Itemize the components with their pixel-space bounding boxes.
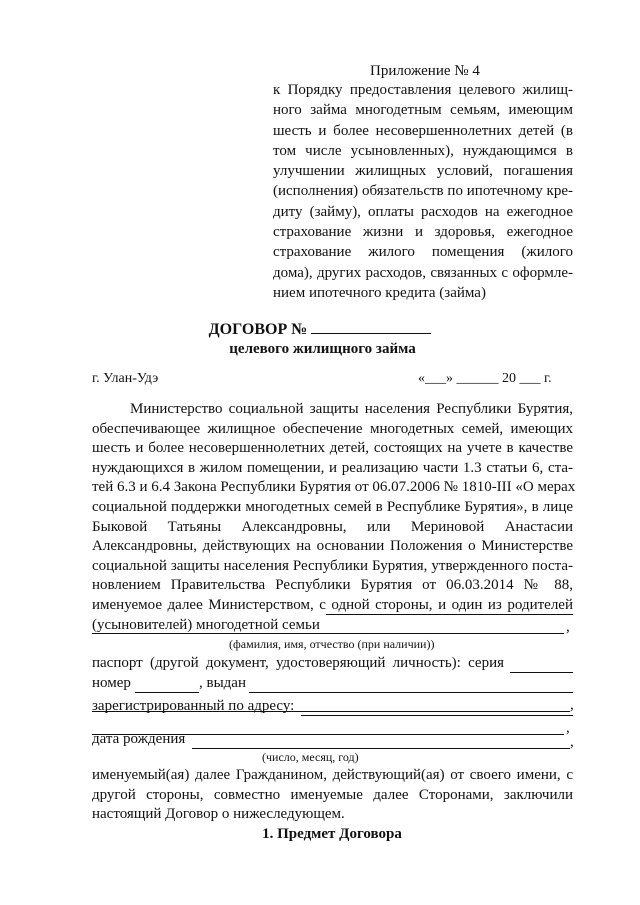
annex-text [273, 80, 573, 303]
contract-title-text: ДОГОВОР № [208, 321, 308, 338]
preamble-line: Министерство социальной защиты населения Республики Бурятия, [130, 401, 573, 417]
number-label: номер [92, 675, 131, 691]
annex-line: улучшении жилищных условий, погашения [273, 163, 573, 180]
annex-line: страхование жизни и здоровья, ежегодное [273, 224, 573, 241]
fio-field[interactable] [92, 633, 564, 634]
preamble-line: Александровны, действующих на основании Положения о Министерстве [92, 538, 573, 555]
birth-comma: , [570, 734, 574, 750]
annex-line: дома), других расходов, связанных с оформле- [273, 264, 573, 281]
preamble-line: социальной поддержки многодетных семей в Республике Бурятия», в лице [92, 498, 573, 515]
preamble-line: социальной защиты населения Республики Бурятия, утвержденного поста- [92, 557, 573, 574]
contract-city: г. Улан-Удэ [92, 371, 159, 386]
passport-label: паспорт (другой документ, удостоверяющий личность): серия [92, 655, 504, 671]
address-field[interactable] [301, 715, 573, 716]
annex-line: к Порядку предоставления целевого жилищ- [273, 82, 573, 98]
passport-series-field[interactable] [510, 672, 573, 673]
annex-line: (исполнения) обязательств по ипотечному кре- [273, 183, 573, 200]
contract-date: «___» ______ 20 ___ г. [418, 371, 552, 386]
annex-title: Приложение № 4 [370, 63, 480, 79]
closing-line: настоящий Договор о нижеследующем. [92, 806, 345, 823]
preamble-line: тей 6.3 и 6.4 Закона Республики Бурятия от 06.07.2006 № 1810-III «О мерах [92, 479, 576, 496]
issued-label: , выдан [199, 675, 246, 691]
annex-line: шесть и более несовершеннолетних детей (в [273, 122, 573, 139]
annex-line: нием ипотечного кредита (займа) [273, 284, 486, 301]
family-name-field[interactable] [326, 614, 573, 615]
issued-by-field[interactable] [249, 692, 573, 693]
preamble-line: обеспечивающее жилищное обеспечение многодетных семей, имеющих [92, 420, 573, 437]
birth-hint: (число, месяц, год) [262, 750, 359, 764]
closing-line: именуемый(ая) далее Гражданином, действующий(ая) от своего имени, с [92, 767, 573, 783]
annex-line: диту (займу), оплаты расходов на ежегодное [273, 203, 573, 220]
contract-subtitle: целевого жилищного займа [229, 341, 416, 357]
address-comma: , [566, 720, 570, 736]
contract-title [0, 319, 640, 340]
preamble-line: Быковой Татьяны Александровны, или Мериновой Анастасии [92, 518, 573, 535]
preamble-line: нуждающихся в жилом помещении, и реализацию части 1.3 статьи 6, ста- [92, 459, 573, 476]
annex-line: том числе усыновленных), нуждающимся в [273, 142, 573, 159]
section-1-title: 1. Предмет Договора [262, 826, 402, 842]
contract-number-field[interactable] [311, 319, 431, 334]
preamble-line: (усыновителей) многодетной семьи [92, 616, 320, 633]
issued-comma: , [570, 697, 574, 713]
annex-line: ного займа многодетным семьям, имеющим [273, 102, 573, 119]
preamble-line: новлением Правительства Республики Бурятия от 06.03.2014 № 88, [92, 577, 573, 594]
preamble-line: шесть и более несовершеннолетних детей, состоящих на учете в качестве [92, 440, 573, 457]
preamble-text [92, 400, 576, 635]
preamble-line: именуемое далее Министерством, с одной стороны, и один из родителей [92, 596, 573, 613]
address-label: зарегистрированный по адресу: [92, 698, 295, 714]
fio-comma: , [566, 619, 570, 635]
annex-line: страхование жилого помещения (жилого [273, 244, 573, 261]
closing-text [92, 766, 573, 825]
fio-hint: (фамилия, имя, отчество (при наличии)) [229, 637, 435, 651]
closing-line: другой стороны, совместно именуемые далее Сторонами, заключили [92, 786, 573, 803]
birth-label: дата рождения [92, 731, 186, 747]
birth-date-field[interactable] [192, 748, 570, 749]
passport-number-field[interactable] [135, 692, 199, 693]
